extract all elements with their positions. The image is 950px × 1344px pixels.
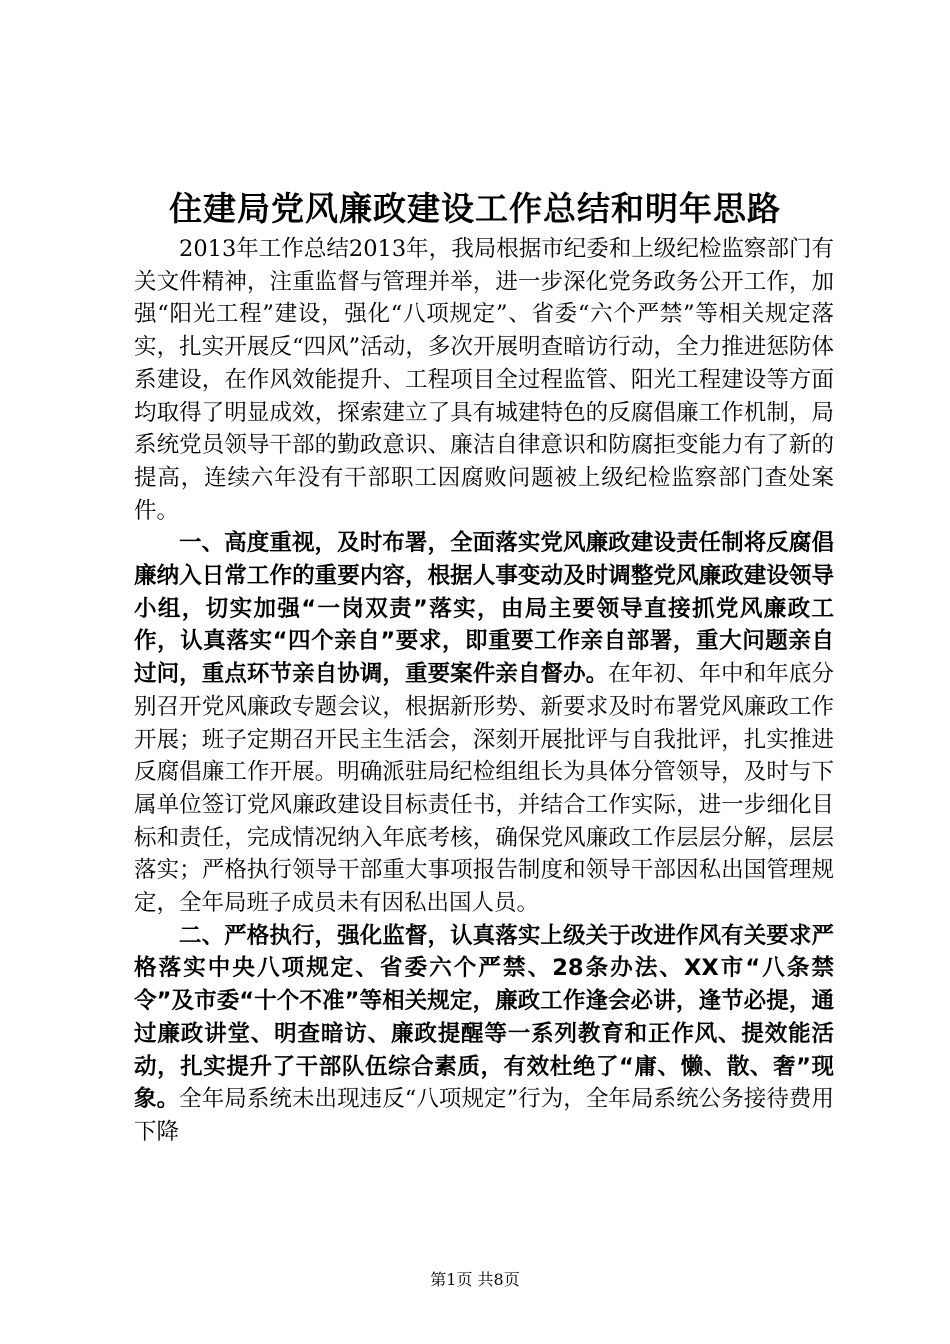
document-body: [134, 233, 834, 1149]
paragraph-summary: [134, 233, 834, 527]
paragraph-section-1: [134, 527, 834, 919]
paragraph-section-2: [134, 920, 834, 1149]
document-title: 住建局党风廉政建设工作总结和明年思路: [169, 189, 781, 228]
paragraph-lead: 一、高度重视，及时布署，全面落实党风廉政建设责任制将反腐倡廉纳入日常工作的重要内容，根据人事变动及时调整党风廉政建设领导小组，切实加强“一岗双责”落实，由局主要领导直接抓党风廉政工作，认真落实“四个亲自”要求，即重要工作亲自部署，重大问题亲自过问，重点环节亲自协调，重要案件亲自督办。: [134, 530, 834, 688]
paragraph-text: 2013年工作总结2013年，我局根据市纪委和上级纪检监察部门有关文件精神，注重监督与管理并举，进一步深化党务政务公开工作，加强“阳光工程”建设，强化“八项规定”、省委“六个严禁”等相关规定落实，扎实开展反“四风”活动，多次开展明查暗访行动，全力推进惩防体系建设，在作风效能提升、工程项目全过程监管、阳光工程建设等方面均取得了明显成效，探索建立了具有城建特色的反腐倡廉工作机制，局系统党员领导干部的勤政意识、廉洁自律意识和防腐拒变能力有了新的提高，连续六年没有干部职工因腐败问题被上级纪检监察部门查处案件。: [134, 236, 834, 524]
paragraph-text: 全年局系统未出现违反“八项规定”行为，全年局系统公务接待费用下降: [134, 1086, 834, 1145]
page-footer: 第1页 共8页: [430, 1270, 520, 1289]
paragraph-lead: 二、严格执行，强化监督，认真落实上级关于改进作风有关要求严格落实中央八项规定、省委六个严禁、28条办法、XX市“八条禁令”及市委“十个不准”等相关规定，廉政工作逢会必讲，逢节必提，通过廉政讲堂、明查暗访、廉政提醒等一系列教育和正作风、提效能活动，扎实提升了干部队伍综合素质，有效杜绝了“庸、懒、散、奢”现象。: [134, 922, 834, 1113]
paragraph-text: 在年初、年中和年底分别召开党风廉政专题会议，根据新形势、新要求及时布署党风廉政工作开展；班子定期召开民主生活会，深刻开展批评与自我批评，扎实推进反腐倡廉工作开展。明确派驻局纪检组组长为具体分管领导，及时与下属单位签订党风廉政建设目标责任书，并结合工作实际，进一步细化目标和责任，完成情况纳入年底考核，确保党风廉政工作层层分解，层层落实；严格执行领导干部重大事项报告制度和领导干部因私出国管理规定，全年局班子成员未有因私出国人员。: [134, 661, 834, 917]
